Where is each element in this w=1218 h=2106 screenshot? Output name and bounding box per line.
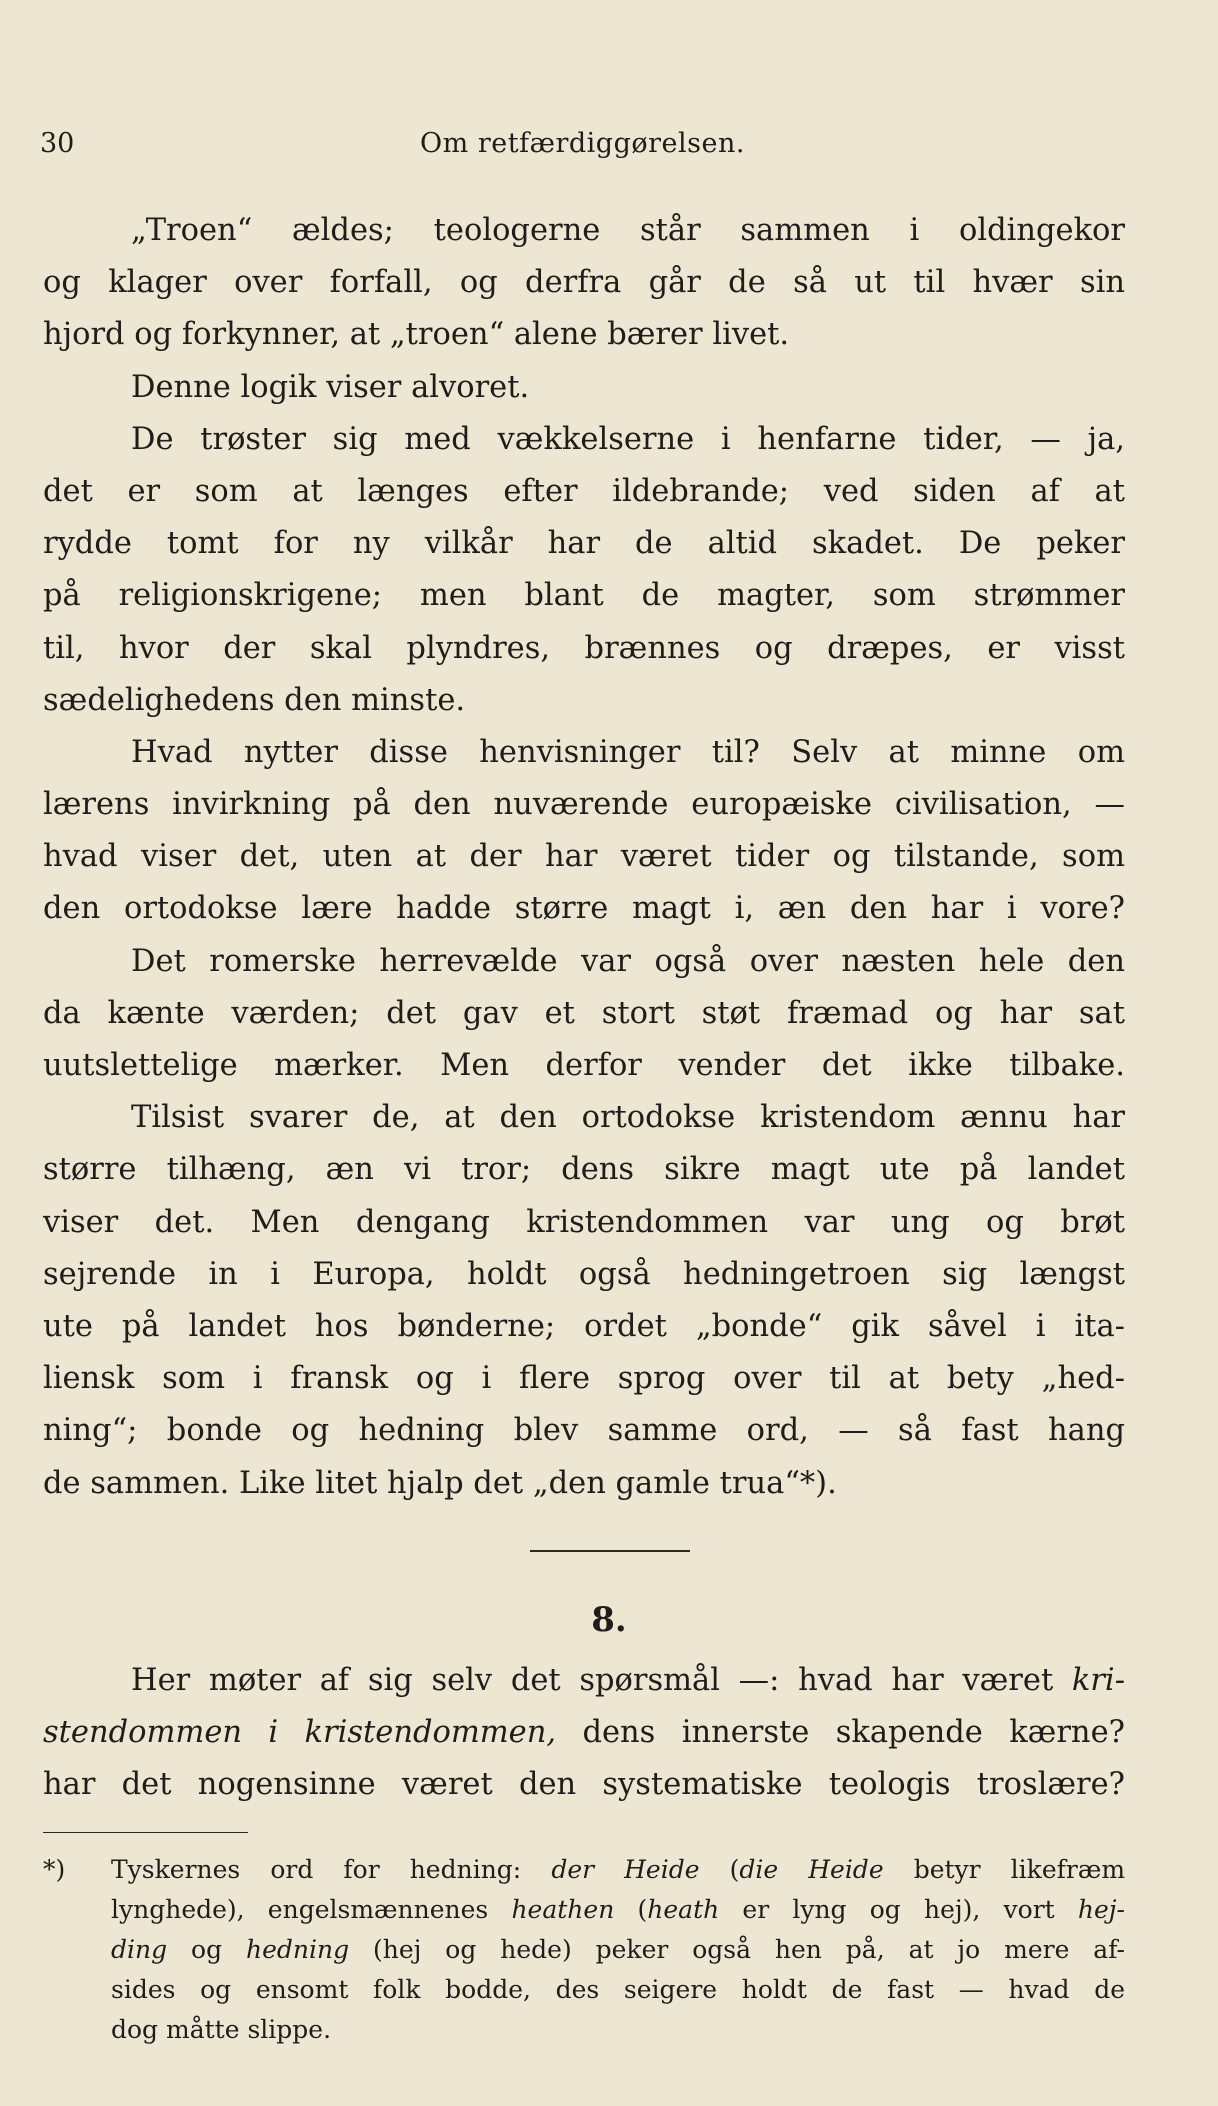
text-line: hvad viser det, uten at der har været tider og tilstande, som <box>43 839 1125 875</box>
section-line <box>43 1655 1125 1707</box>
text-line: liensk som i fransk og i flere sprog over til at bety „hed- <box>43 1361 1125 1397</box>
italic-run: der Heide <box>551 1855 700 1884</box>
text-run: (hej og hede) peker også hen på, at jo mere af- <box>349 1935 1125 1964</box>
section-divider <box>530 1550 690 1552</box>
body-text <box>43 205 1125 1510</box>
text-line: sædelighedens den minste. <box>43 682 466 718</box>
text-run: har det nogensinne været den systematiske teologis troslære? <box>43 1767 1125 1803</box>
text-line: Hvad nytter disse henvisninger til? Selv at minne om <box>131 734 1125 770</box>
italic-run: hej- <box>1077 1895 1126 1924</box>
text-line: til, hvor der skal plyndres, brænnes og dræpes, er visst <box>43 630 1125 666</box>
page-header <box>40 128 1125 168</box>
text-line: Denne logik viser alvoret. <box>131 369 530 405</box>
footnote-rule <box>43 1832 248 1833</box>
section-number: 8. <box>591 1600 627 1640</box>
section-line <box>43 1707 1125 1759</box>
italic-run: heathen <box>511 1895 615 1924</box>
text-run: dog måtte slippe. <box>111 2015 332 2044</box>
text-run: ( <box>699 1855 740 1884</box>
text-line: ning“; bonde og hedning blev samme ord, — så fast hang <box>43 1413 1125 1449</box>
italic-run: stendommen i kristendommen, <box>43 1715 557 1751</box>
italic-run: heath <box>647 1895 720 1924</box>
text-line: hjord og forkynner, at „troen“ alene bærer livet. <box>43 317 790 353</box>
text-line: den ortodokse lære hadde større magt i, æn den har i vore? <box>43 891 1125 927</box>
text-run: dens innerste skapende kærne? <box>556 1715 1125 1751</box>
footnote-line <box>43 1850 1125 1890</box>
text-run: er lyng og hej), vort <box>719 1895 1078 1924</box>
section-text <box>43 1655 1125 1812</box>
text-line: „Troen“ ældes; teologerne står sammen i oldingekor <box>131 213 1125 248</box>
footnote-line <box>43 1890 1125 1930</box>
text-run: sides og ensomt folk bodde, des seigere holdt de fast — hvad de <box>111 1975 1125 2004</box>
text-line: lærens invirkning på den nuværende europæiske civilisation, — <box>43 787 1125 823</box>
text-line: og klager over forfall, og derfra går de så ut til hvær sin <box>43 265 1125 301</box>
footnote-marker: *) <box>43 1855 66 1884</box>
text-line: sejrende in i Europa, holdt også hedningetroen sig længst <box>43 1256 1125 1292</box>
running-title: Om retfærdiggørelsen. <box>420 128 745 159</box>
text-line: Tilsist svarer de, at den ortodokse kristendom ænnu har <box>131 1100 1125 1136</box>
text-line: De trøster sig med vækkelserne i henfarne tider, — ja, <box>131 421 1125 457</box>
text-run: Tyskernes ord for hedning: <box>111 1855 552 1884</box>
text-run: betyr likefræm <box>883 1855 1126 1884</box>
text-line: de sammen. Like litet hjalp det „den gamle trua“*). <box>43 1465 837 1501</box>
text-line: større tilhæng, æn vi tror; dens sikre magt ute på landet <box>43 1152 1125 1188</box>
text-run: Her møter af sig selv det spørsmål —: hvad har været <box>131 1663 1072 1698</box>
italic-run: ding <box>111 1935 168 1964</box>
text-line: Det romerske herrevælde var også over næsten hele den <box>131 943 1125 979</box>
page-number: 30 <box>40 128 75 159</box>
text-line: rydde tomt for ny vilkår har de altid skadet. De peker <box>43 526 1125 562</box>
text-line: på religionskrigene; men blant de magter, som strømmer <box>43 578 1125 614</box>
text-line: da kænte værden; det gav et stort støt fræmad og har sat <box>43 995 1125 1031</box>
italic-run: die Heide <box>739 1855 884 1884</box>
footnote-line <box>43 1930 1125 1970</box>
section-line <box>43 1759 1125 1811</box>
text-line: det er som at længes efter ildebrande; ved siden af at <box>43 473 1125 509</box>
text-line: ute på landet hos bønderne; ordet „bonde“ gik såvel i ita- <box>43 1308 1125 1344</box>
footnote <box>43 1850 1125 2050</box>
footnote-line <box>43 2010 1125 2050</box>
footnote-line <box>43 1970 1125 2010</box>
text-run: og <box>167 1935 246 1964</box>
text-run: lynghede), engelsmænnenes <box>111 1895 512 1924</box>
text-run: ( <box>614 1895 648 1924</box>
italic-run: hedning <box>245 1935 350 1964</box>
text-line: viser det. Men dengang kristendommen var ung og brøt <box>43 1204 1125 1240</box>
italic-run: kri- <box>1071 1663 1125 1698</box>
text-line: uutslettelige mærker. Men derfor vender det ikke tilbake. <box>43 1048 1125 1083</box>
